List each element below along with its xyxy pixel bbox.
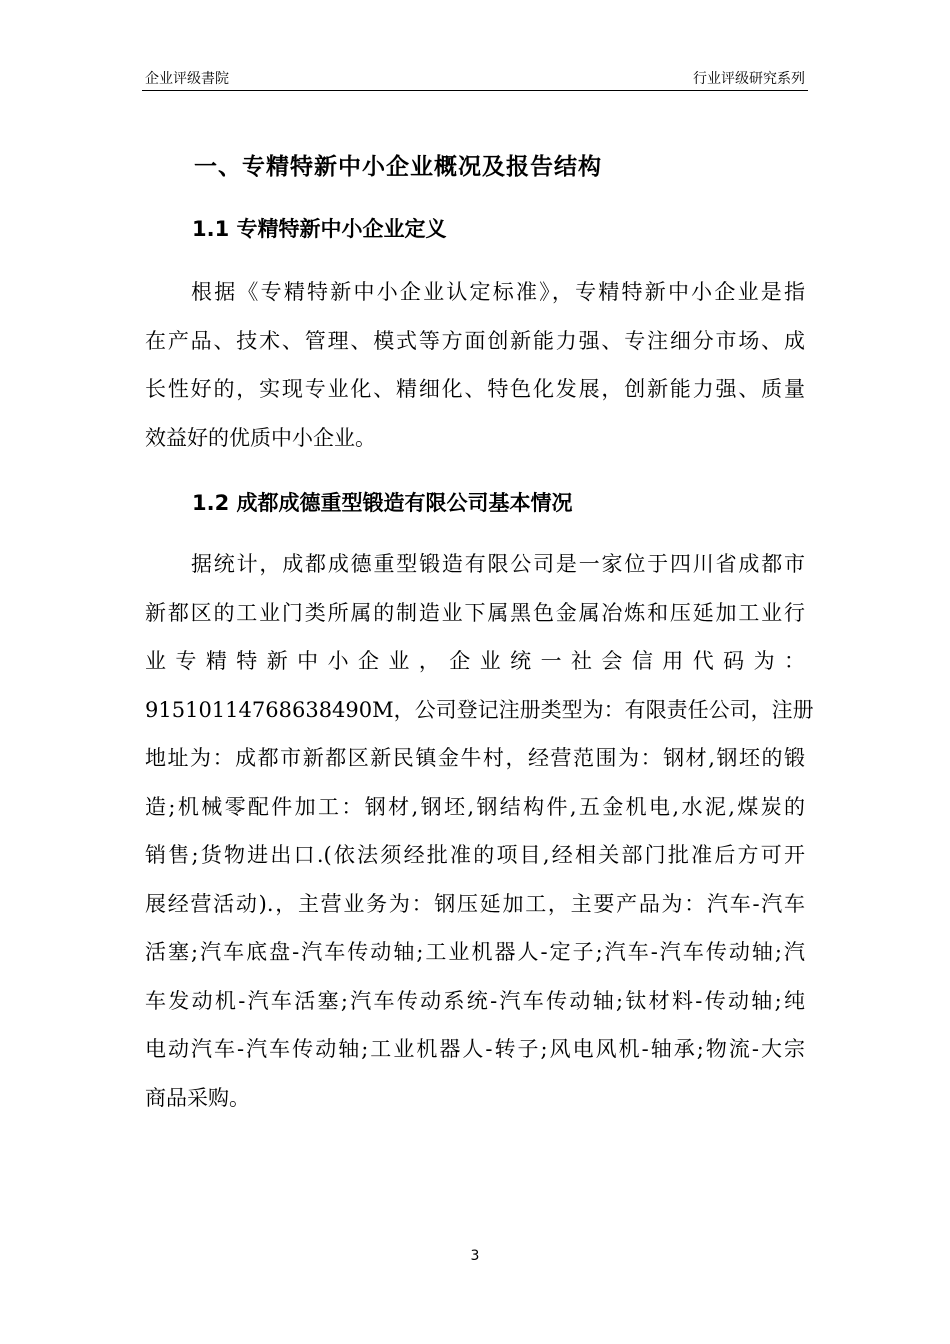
- paragraph-line: 展经营活动).，主营业务为：钢压延加工，主要产品为：汽车-汽车: [145, 891, 805, 916]
- paragraph-line: 造;机械零配件加工：钢材,钢坯,钢结构件,五金机电,水泥,煤炭的: [145, 794, 805, 819]
- header-divider: [142, 90, 808, 91]
- paragraph-line: 销售;货物进出口.(依法须经批准的项目,经相关部门批准后方可开: [145, 843, 805, 867]
- page-number: 3: [470, 1248, 480, 1264]
- paragraph-line: 据统计，成都成德重型锻造有限公司是一家位于四川省成都市: [191, 552, 805, 576]
- paragraph-line: 业专精特新中小企业，企业统一社会信用代码为：: [145, 649, 805, 673]
- paragraph-line: 商品采购。: [145, 1085, 250, 1110]
- paragraph-line: 新都区的工业门类所属的制造业下属黑色金属冶炼和压延加工业行: [145, 600, 805, 625]
- paragraph-definition: [145, 277, 805, 471]
- paragraph-line: 电动汽车-汽车传动轴;工业机器人-转子;风电风机-轴承;物流-大宗: [145, 1037, 805, 1061]
- paragraph-line: 长性好的，实现专业化、精细化、特色化发展，创新能力强、质量: [145, 377, 805, 401]
- paragraph-line: 根据《专精特新中小企业认定标准》，专精特新中小企业是指: [191, 280, 805, 304]
- header-right-text: 行业评级研究系列: [693, 71, 805, 87]
- subsection-title-company: 1.2 成都成德重型锻造有限公司基本情况: [192, 491, 573, 515]
- paragraph-line: 活塞;汽车底盘-汽车传动轴;工业机器人-定子;汽车-汽车传动轴;汽: [145, 940, 805, 964]
- paragraph-company: [145, 549, 814, 1131]
- paragraph-line: 效益好的优质中小企业。: [145, 425, 376, 450]
- header-left-text: 企业评级書院: [145, 71, 229, 87]
- paragraph-line: 车发动机-汽车活塞;汽车传动系统-汽车传动轴;钛材料-传动轴;纯: [145, 988, 805, 1013]
- subsection-title-definition: 1.1 专精特新中小企业定义: [192, 217, 447, 241]
- paragraph-line: 在产品、技术、管理、模式等方面创新能力强、专注细分市场、成: [145, 328, 805, 353]
- paragraph-line: 地址为：成都市新都区新民镇金牛村，经营范围为：钢材,钢坯的锻: [145, 746, 805, 770]
- paragraph-line: 91510114768638490M，公司登记注册类型为：有限责任公司，注册: [145, 697, 814, 722]
- section-title: 一、专精特新中小企业概况及报告结构: [194, 154, 602, 180]
